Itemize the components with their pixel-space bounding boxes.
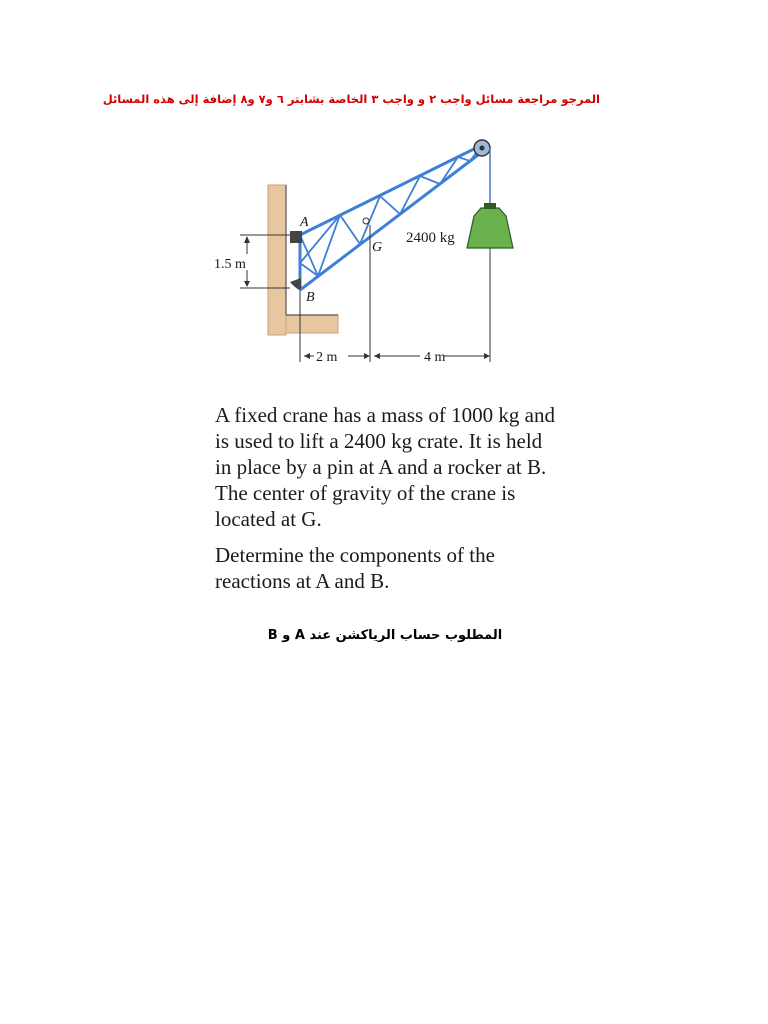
header-note: المرجو مراجعة مسائل واجب ٢ و واجب ٣ الخاصة بشابتر ٦ و٧ و٨ إضافة إلى هذه المسائل <box>102 92 600 106</box>
problem-statement <box>215 402 560 604</box>
label-a: A <box>300 215 309 230</box>
crate <box>467 208 513 248</box>
rocker-b <box>290 278 301 290</box>
dim-right-label: 4 m <box>424 350 446 365</box>
label-b: B <box>306 290 315 305</box>
problem-paragraph-2: Determine the components of the reactions at A and B. <box>215 543 495 593</box>
floor <box>286 315 338 333</box>
mass-label: 2400 kg <box>406 230 455 246</box>
dim-left-label: 2 m <box>316 350 338 365</box>
label-g: G <box>372 240 383 255</box>
height-label: 1.5 m <box>214 257 246 272</box>
problem-paragraph-1: A fixed crane has a mass of 1000 kg and is used to lift a 2400 kg crate. It is held in place by a pin at A and a rocker at B. The center of gravity of the crane is located at G. <box>215 403 555 531</box>
g-marker <box>363 218 369 224</box>
wall <box>268 185 286 335</box>
pin-a <box>290 231 302 243</box>
boom-truss <box>300 145 482 276</box>
footer-note: المطلوب حساب الرياكشن عند A و B <box>267 628 503 643</box>
crane-figure <box>200 130 560 380</box>
